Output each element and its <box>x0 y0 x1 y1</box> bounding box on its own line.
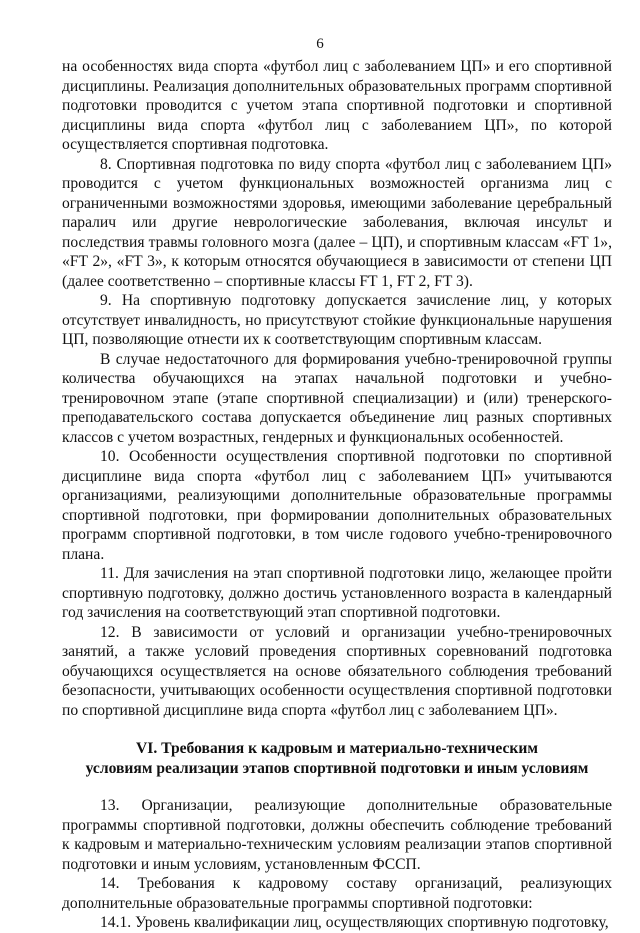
paragraph-13: 13. Организации, реализующие дополнительные образовательные программы спортивной подготовки, должны обеспечить соблюдение требований к кадровым и материально-техническим условиям реализации этапов спортивной подготовки и иным условиям, установленным ФССП. <box>62 797 612 873</box>
paragraph-continuation: на особенностях вида спорта «футбол лиц с заболеванием ЦП» и его спортивной дисциплины. Реализация дополнительных образовательных программ спортивной подготовки проводится с учетом этапа спортивной подготовки и спортивной дисциплины вида спорта «футбол лиц с заболеванием ЦП», по которой осуществляется спортивная подготовка. <box>62 58 612 153</box>
paragraph-14: 14. Требования к кадровому составу организаций, реализующих дополнительные образовательные программы спортивной подготовки: <box>62 875 612 912</box>
paragraph-9-continued: В случае недостаточного для формирования учебно-тренировочной группы количества обучающихся на этапах начальной подготовки и учебно-тренировочном этапе (этапе спортивной специализации) и (или) тренерского-преподавательского состава допускается объединение лиц разных спортивных классов с учетом возрастных, гендерных и функциональных особенностей. <box>62 350 612 446</box>
paragraph-8: 8. Спортивная подготовка по виду спорта «футбол лиц с заболеванием ЦП» проводится с учетом функциональных возможностей организма лиц с ограниченными возможностями здоровья, имеющими заболевание церебральный паралич или другие неврологические заболевания, включая инсульт и последствия травмы головного мозга (далее – ЦП), и спортивным классам «FT 1», «FT 2», «FT 3», к которым относятся обучающиеся в зависимости от степени ЦП (далее соответственно – спортивные классы FT 1, FT 2, FT 3). <box>62 155 612 290</box>
paragraph-10: 10. Особенности осуществления спортивной подготовки по спортивной дисциплине вида спорта «футбол лиц с заболеванием ЦП» учитываются организациями, реализующими дополнительные образовательные программы спортивной подготовки, при формировании дополнительных образовательных программ спортивной подготовки, в том числе годового учебно-тренировочного плана. <box>62 448 612 563</box>
paragraph-9: 9. На спортивную подготовку допускается зачисление лиц, у которых отсутствует инвалидность, но присутствуют стойкие функциональные нарушения ЦП, позволяющие отнести их к соответствующим спортивным классам. <box>62 292 612 348</box>
section-heading-line-1: VI. Требования к кадровым и материально-техническим <box>136 740 538 757</box>
page-number: 6 <box>316 36 324 52</box>
paragraph-14-1: 14.1. Уровень квалификации лиц, осуществляющих спортивную подготовку, <box>100 914 609 931</box>
document-body <box>62 57 612 933</box>
section-heading <box>62 739 612 778</box>
paragraph-11: 11. Для зачисления на этап спортивной подготовки лицо, желающее пройти спортивную подготовку, должно достичь установленного возраста в календарный год зачисления на соответствующий этап спортивной подготовки. <box>62 565 612 621</box>
paragraph-12: 12. В зависимости от условий и организации учебно-тренировочных занятий, а также условий проведения спортивных соревнований подготовка обучающихся осуществляется на основе обязательного соблюдения требований безопасности, учитывающих особенности осуществления спортивной подготовки по спортивной дисциплине вида спорта «футбол лиц с заболеванием ЦП». <box>62 623 612 719</box>
section-heading-line-2: условиям реализации этапов спортивной подготовки и иным условиям <box>85 759 589 777</box>
